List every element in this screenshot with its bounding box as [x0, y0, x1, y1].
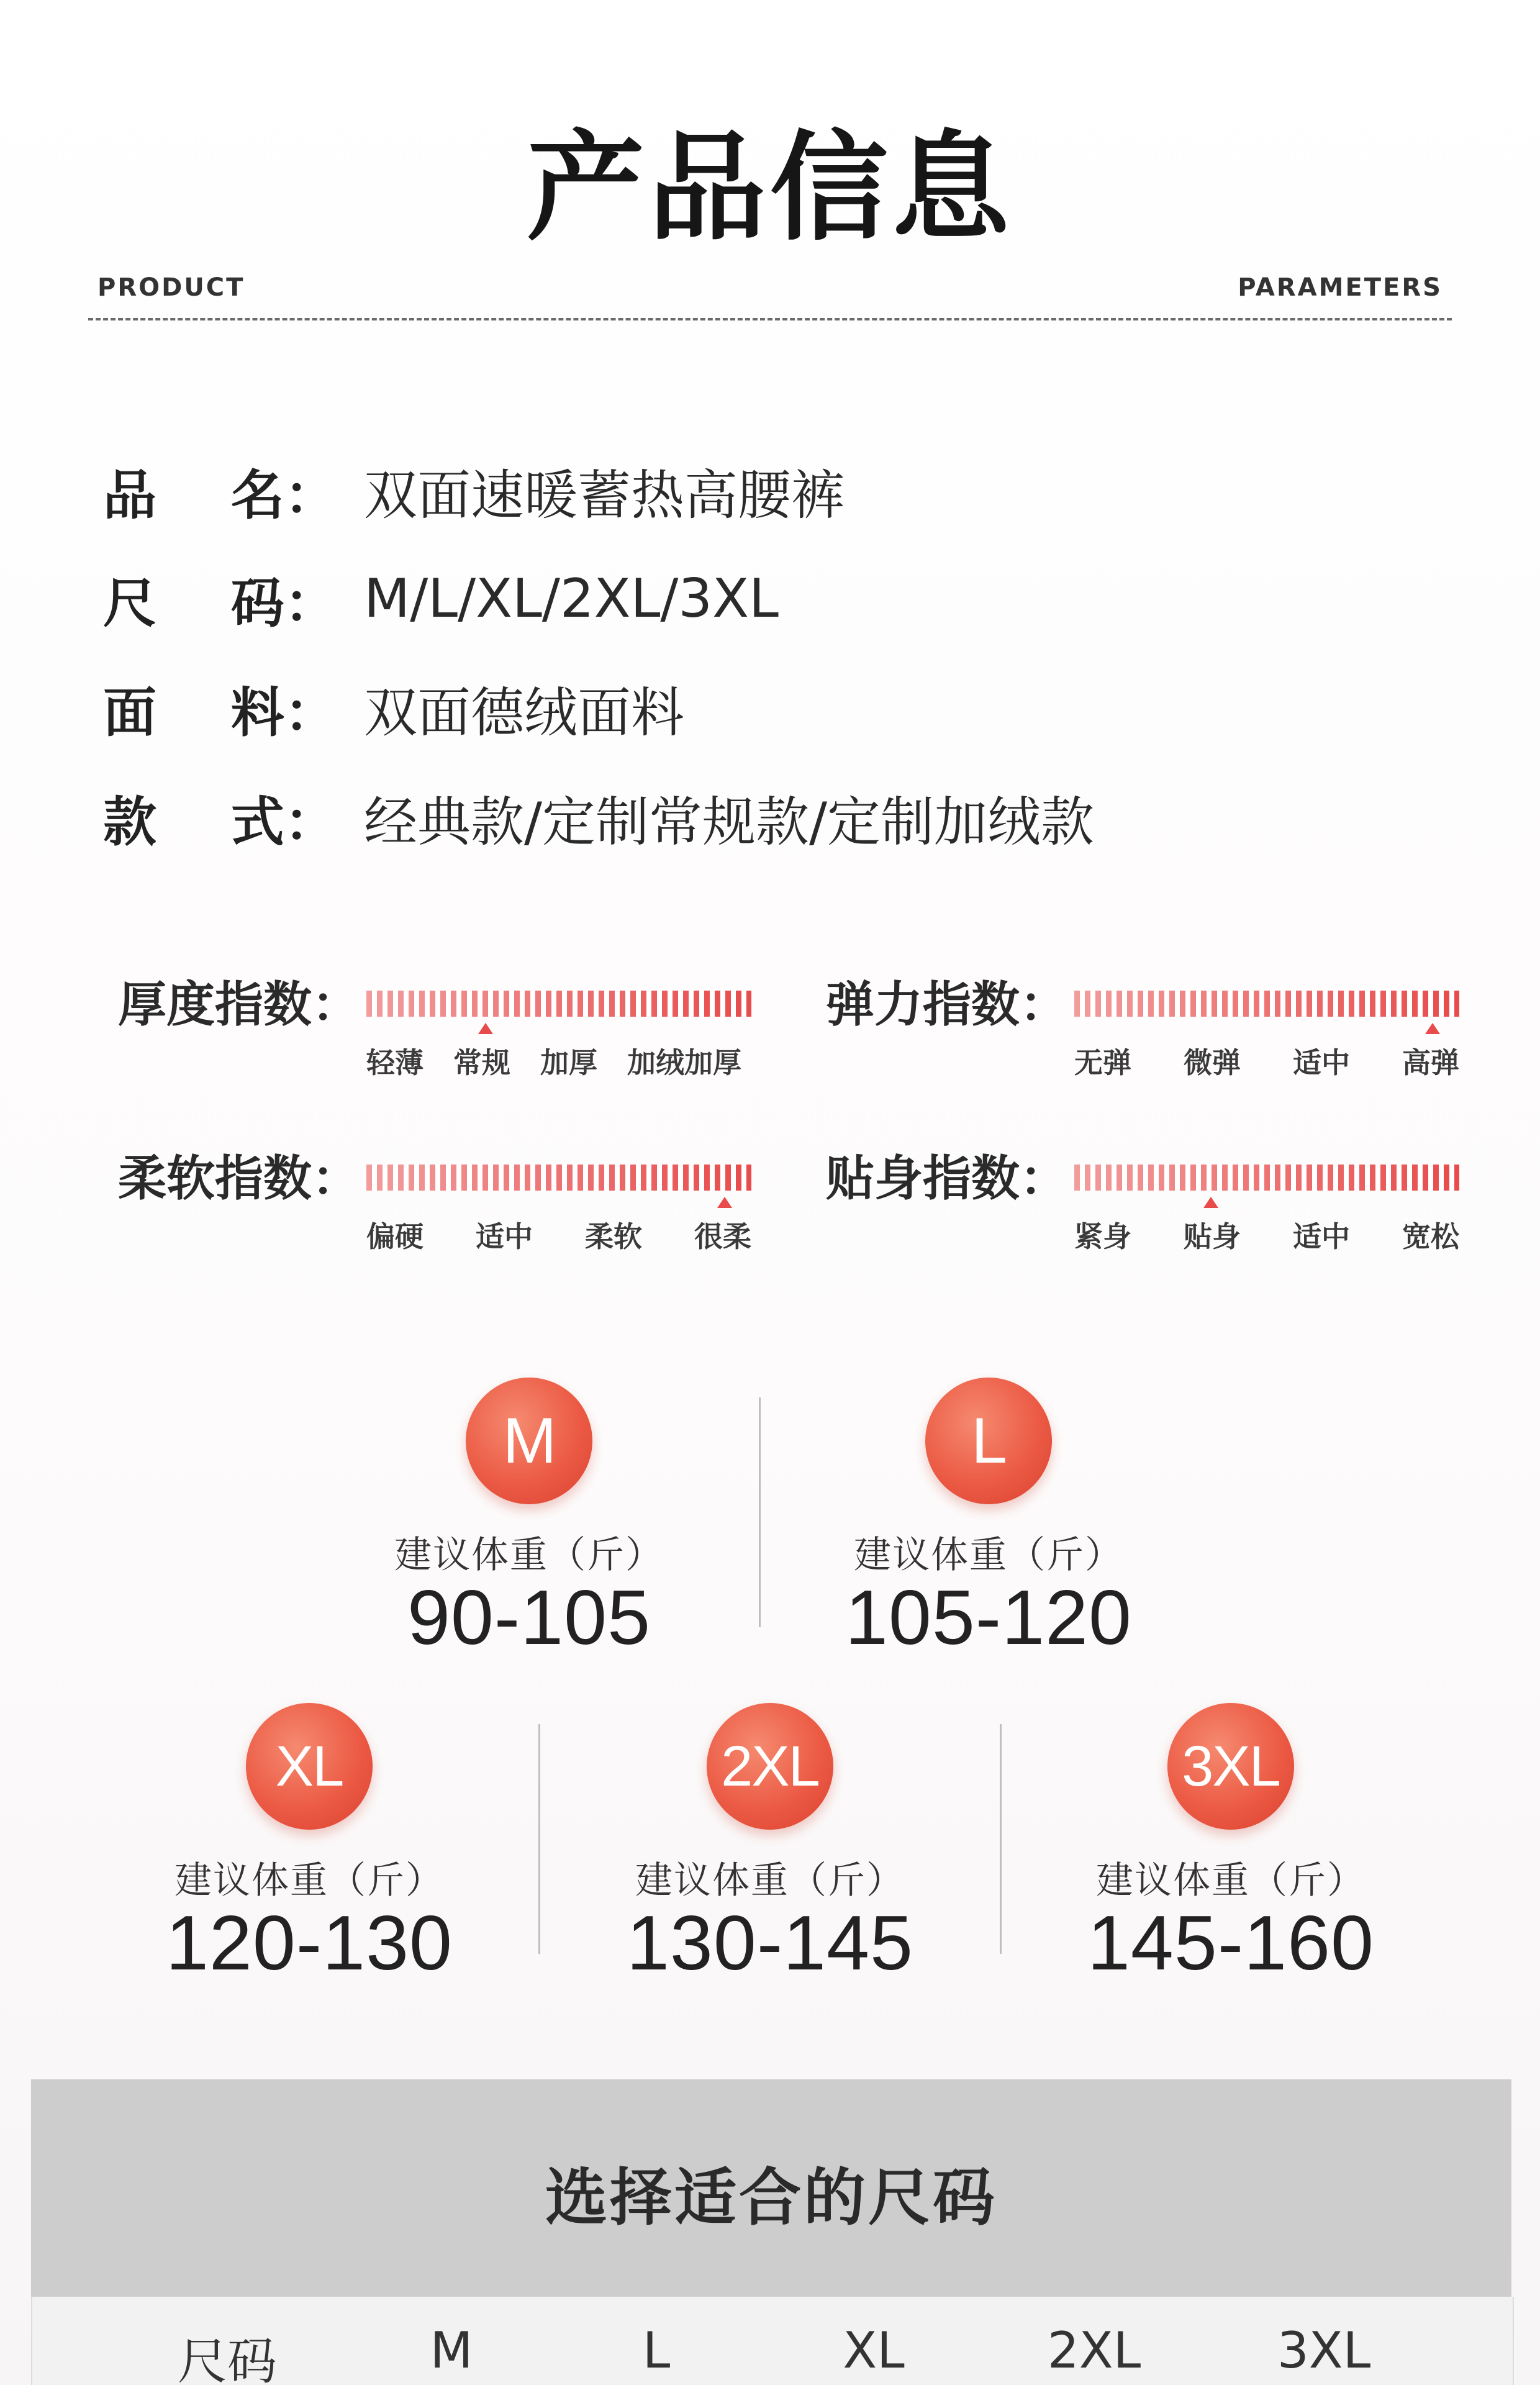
weight-value: 145-160	[1087, 1900, 1375, 1986]
index-option: 宽松	[1402, 1220, 1459, 1253]
column-divider	[538, 1724, 540, 1954]
index-options	[1074, 1214, 1472, 1251]
index-option: 贴身	[1184, 1220, 1241, 1253]
index-option: 无弹	[1074, 1046, 1131, 1079]
elasticity-index	[826, 966, 1534, 1102]
index-option: 高弹	[1402, 1046, 1459, 1079]
index-label: 弹力指数：	[826, 977, 1069, 1033]
info-value: 双面德绒面料	[364, 682, 684, 744]
table-header-cell: L	[642, 2322, 671, 2379]
info-label: 款 式：	[103, 791, 338, 853]
size-card-l	[815, 1378, 1162, 1688]
index-marker	[1203, 1197, 1218, 1208]
index-bar	[366, 1165, 751, 1191]
size-badge: 3XL	[1167, 1703, 1294, 1830]
index-label: 柔软指数：	[118, 1151, 361, 1207]
weight-value: 130-145	[626, 1900, 914, 1986]
weight-label: 建议体重（斤）	[394, 1533, 664, 1577]
index-option: 紧身	[1074, 1220, 1131, 1253]
size-badge: XL	[246, 1703, 373, 1830]
fit-index	[826, 1140, 1534, 1276]
info-value: 经典款/定制常规款/定制加绒款	[364, 791, 1094, 853]
index-option: 适中	[1293, 1220, 1350, 1253]
index-option: 加厚	[540, 1046, 597, 1079]
index-bar	[1074, 1165, 1459, 1191]
index-marker	[717, 1197, 732, 1208]
index-option: 轻薄	[366, 1046, 424, 1079]
size-card-xl	[135, 1703, 483, 2014]
size-badge: L	[925, 1378, 1052, 1504]
weight-label: 建议体重（斤）	[854, 1533, 1123, 1577]
table-header-cell: M	[430, 2322, 473, 2379]
index-bar	[366, 991, 751, 1017]
info-row-name	[103, 453, 845, 528]
table-header-cell: XL	[843, 2322, 905, 2379]
page-title: 产品信息	[526, 119, 1013, 257]
weight-label: 建议体重（斤）	[1096, 1859, 1366, 1902]
index-option: 柔软	[585, 1220, 642, 1253]
info-label: 品 名：	[103, 465, 338, 527]
info-row-style	[103, 780, 1094, 855]
size-card-m	[355, 1378, 703, 1688]
index-options	[366, 1214, 764, 1251]
index-label: 厚度指数：	[118, 977, 361, 1033]
size-chart-header-row	[31, 2297, 1514, 2391]
index-option: 加绒加厚	[627, 1046, 741, 1079]
index-options	[1074, 1040, 1472, 1078]
softness-index	[118, 1140, 826, 1276]
info-row-size	[103, 561, 779, 636]
info-label: 面 料：	[103, 682, 338, 744]
size-card-3xl	[1057, 1703, 1405, 2014]
weight-value: 120-130	[165, 1900, 453, 1986]
size-chart-title: 选择适合的尺码	[545, 2161, 997, 2234]
index-option: 适中	[476, 1220, 533, 1253]
size-badge: 2XL	[707, 1703, 833, 1830]
index-option: 很柔	[694, 1220, 751, 1253]
index-option: 常规	[453, 1046, 510, 1079]
index-option: 偏硬	[366, 1220, 424, 1253]
index-options	[366, 1040, 764, 1078]
index-marker	[1425, 1023, 1440, 1034]
info-value: M/L/XL/2XL/3XL	[364, 568, 779, 630]
table-header-cell: 3XL	[1277, 2322, 1371, 2379]
subtitle-product: PRODUCT	[97, 273, 245, 302]
column-divider	[1000, 1724, 1002, 1954]
table-header-cell: 2XL	[1047, 2322, 1141, 2379]
size-card-2xl	[596, 1703, 944, 2014]
index-bar	[1074, 991, 1459, 1017]
size-chart-banner	[31, 2079, 1511, 2297]
index-marker	[478, 1023, 493, 1034]
info-label: 尺 码：	[103, 573, 338, 635]
weight-value: 90-105	[407, 1575, 651, 1661]
column-divider	[759, 1397, 761, 1627]
size-badge: M	[466, 1378, 592, 1504]
thickness-index	[118, 966, 826, 1102]
weight-label: 建议体重（斤）	[635, 1859, 905, 1902]
header-divider	[88, 318, 1452, 320]
table-header-cell: 尺码	[178, 2333, 277, 2391]
subtitle-parameters: PARAMETERS	[1238, 273, 1443, 302]
index-option: 微弹	[1184, 1046, 1241, 1079]
info-value: 双面速暖蓄热高腰裤	[364, 465, 845, 527]
weight-label: 建议体重（斤）	[174, 1859, 444, 1902]
index-label: 贴身指数：	[826, 1151, 1069, 1207]
info-row-fabric	[103, 671, 684, 745]
weight-value: 105-120	[845, 1575, 1133, 1661]
index-option: 适中	[1293, 1046, 1350, 1079]
